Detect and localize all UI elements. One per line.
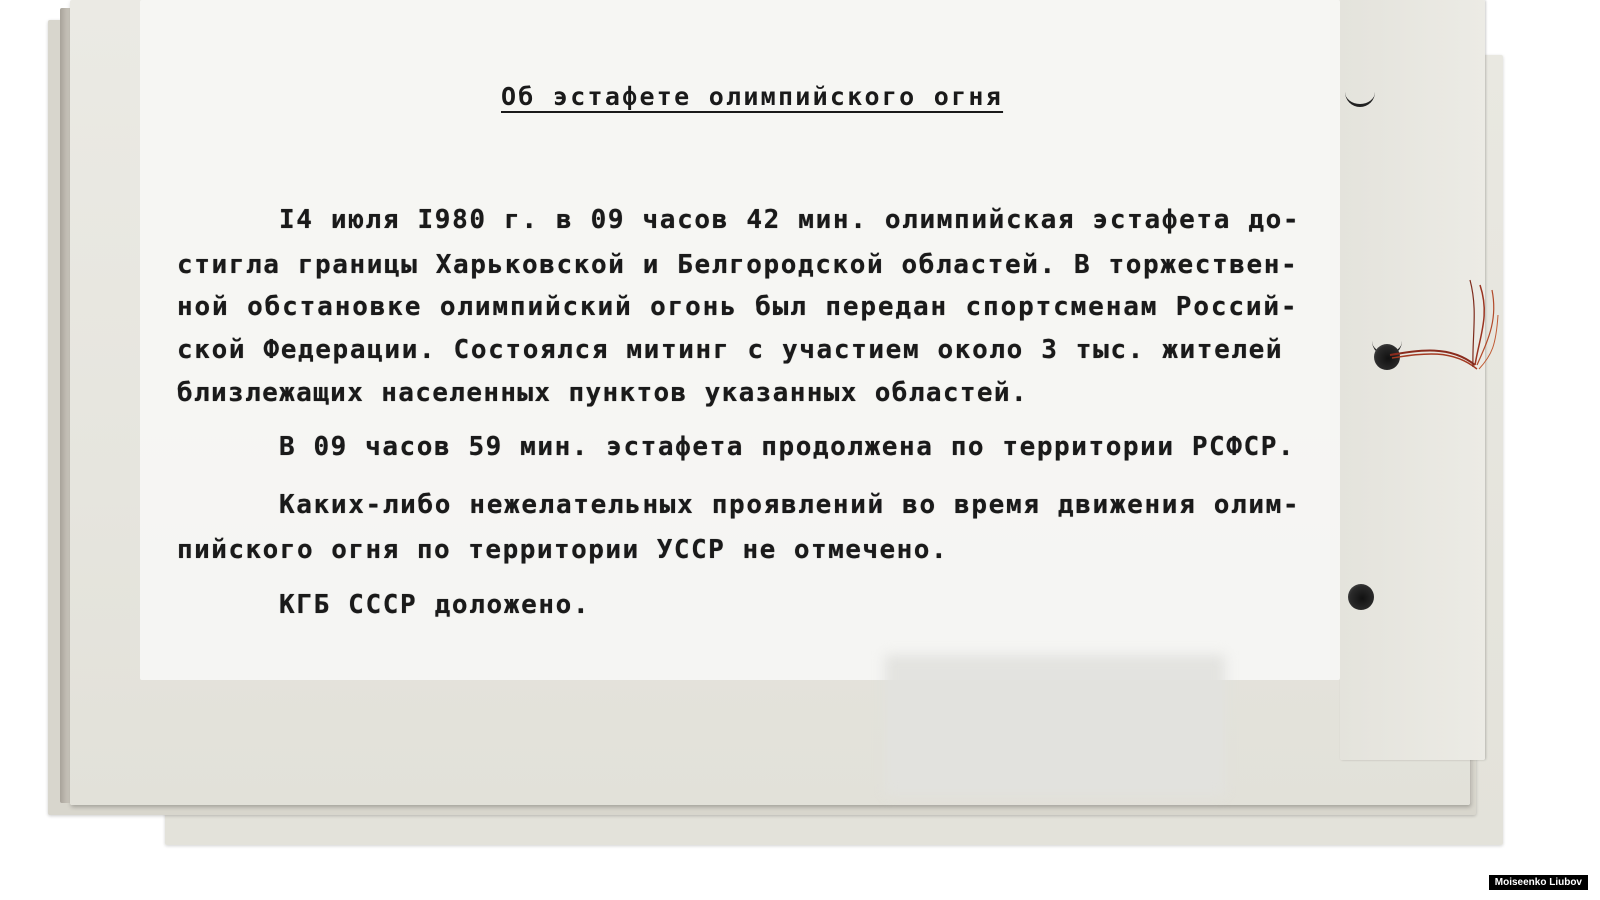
body-line-8: пийского огня по территории УССР не отмечено.: [177, 535, 949, 565]
body-line-5: близлежащих населенных пунктов указанных областей.: [177, 378, 1028, 408]
body-line-2: стигла границы Харьковской и Белгородской областей. В торжествен-: [177, 250, 1299, 280]
body-line-6: В 09 часов 59 мин. эстафета продолжена по территории РСФСР.: [279, 432, 1296, 462]
punch-hole-bottom: [1348, 584, 1374, 610]
body-line-1: I4 июля I980 г. в 09 часов 42 мин. олимпийская эстафета до-: [279, 205, 1301, 235]
body-line-7: Каких-либо нежелательных проявлений во время движения олим-: [279, 490, 1301, 520]
body-line-9: КГБ СССР доложено.: [279, 590, 591, 620]
document-title: Об эстафете олимпийского огня: [501, 82, 1004, 111]
body-line-4: ской Федерации. Состоялся митинг с участием около 3 тыс. жителей: [177, 335, 1284, 365]
body-line-3: ной обстановке олимпийский огонь был передан спортсменам Россий-: [177, 292, 1299, 322]
binding-thread-icon: [1380, 275, 1500, 385]
photo-credit: Moiseenko Liubov: [1489, 875, 1588, 890]
blurred-region: [885, 655, 1225, 795]
